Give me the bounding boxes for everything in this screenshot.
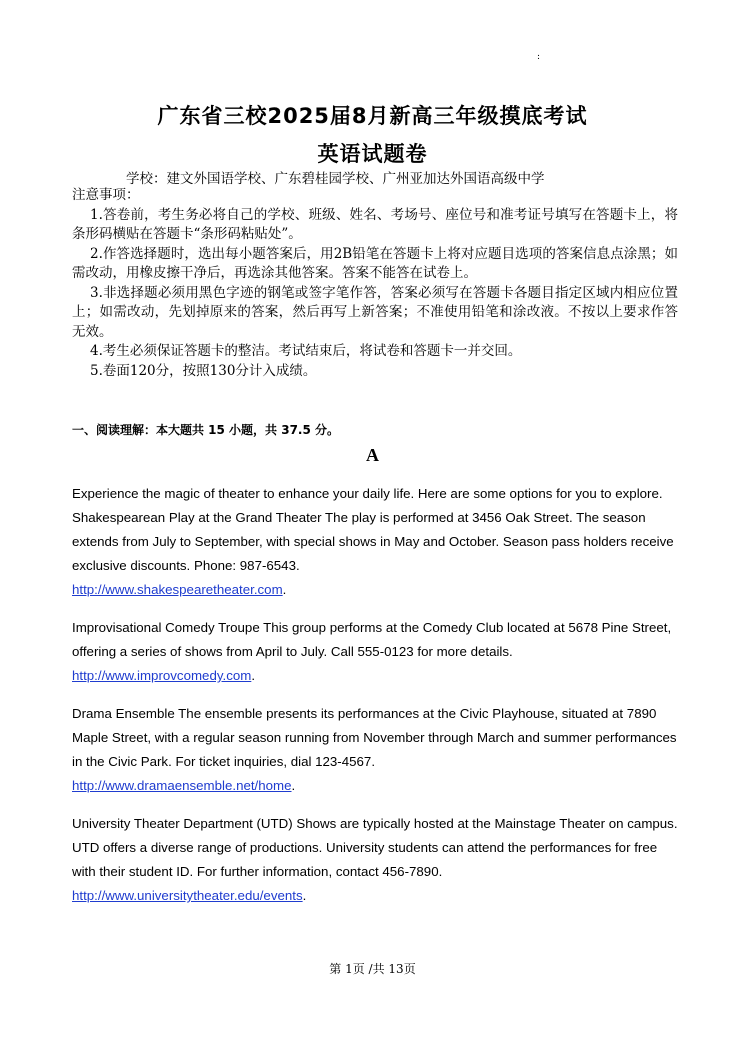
exam-title: 广东省三校2025届8月新高三年级摸底考试 xyxy=(157,104,588,128)
paragraph-text: University Theater Department (UTD) Shows are typically hosted at the Mainstage Theater on campus. UTD offers a diverse range of productions. University students can attend the performances for free with their student ID. For further information, contact 456-7890. xyxy=(72,816,678,879)
passage-paragraph xyxy=(72,702,678,798)
passage-paragraph xyxy=(72,616,678,688)
notice-block xyxy=(72,186,678,381)
schools-line: 学校：建文外国语学校、广东碧桂园学校、广州亚加达外国语高级中学 xyxy=(126,171,545,187)
link-period: . xyxy=(291,778,296,793)
drama-link[interactable]: http://www.dramaensemble.net/home xyxy=(72,778,292,793)
section-heading: 一、阅读理解：本大题共 15 小题，共 37.5 分。 xyxy=(72,423,340,437)
exam-subtitle: 英语试题卷 xyxy=(317,142,428,166)
paragraph-text: Improvisational Comedy Troupe This group performs at the Comedy Club located at 5678 Pine Street, offering a series of shows from April to July. Call 555-0123 for more details. xyxy=(72,620,672,659)
shakespeare-link[interactable]: http://www.shakespearetheater.com xyxy=(72,582,283,597)
link-period: . xyxy=(302,888,307,903)
notice-item: 5.卷面120分，按照130分计入成绩。 xyxy=(90,362,317,379)
improv-link[interactable]: http://www.improvcomedy.com xyxy=(72,668,252,683)
notice-item: 4.考生必须保证答题卡的整洁。考试结束后，将试卷和答题卡一并交回。 xyxy=(90,343,522,359)
link-period: . xyxy=(282,582,287,597)
passage-paragraph xyxy=(72,812,678,908)
page-footer: 第 1页 /共 13页 xyxy=(329,962,416,976)
link-period: . xyxy=(251,668,256,683)
notice-item: 1.答卷前，考生务必将自己的学校、班级、姓名、考场号、座位号和准考证号填写在答题卡上，将条形码横贴在答题卡“条形码粘贴处”。 xyxy=(72,206,678,242)
paragraph-text: Experience the magic of theater to enhance your daily life. Here are some options for you to explore. Shakespearean Play at the Grand Theater The play is performed at 3456 Oak Street. The season extends from July to September, with special shows in May and October. Season pass holders receive exclusive discounts. Phone: 987-6543. xyxy=(72,486,674,573)
passage-letter: A xyxy=(366,445,379,465)
notice-item: 3.非选择题必须用黑色字迹的钢笔或签字笔作答，答案必须写在答题卡各题目指定区域内相应位置上；如需改动，先划掉原来的答案，然后再写上新答案；不准使用铅笔和涂改液。不按以上要求作答无效。 xyxy=(72,284,678,340)
notice-heading: 注意事项： xyxy=(72,187,140,203)
university-link[interactable]: http://www.universitytheater.edu/events xyxy=(72,888,303,903)
passage-paragraph xyxy=(72,482,678,602)
notice-item: 2.作答选择题时，选出每小题答案后，用2B铅笔在答题卡上将对应题目选项的答案信息点涂黑；如需改动，用橡皮擦干净后，再选涂其他答案。答案不能答在试卷上。 xyxy=(72,245,678,281)
paragraph-text: Drama Ensemble The ensemble presents its performances at the Civic Playhouse, situated at 7890 Maple Street, with a regular season running from November through March and summer performances in the Civic Park. For ticket inquiries, dial 123-4567. xyxy=(72,706,677,769)
corner-mark: : xyxy=(537,52,541,62)
